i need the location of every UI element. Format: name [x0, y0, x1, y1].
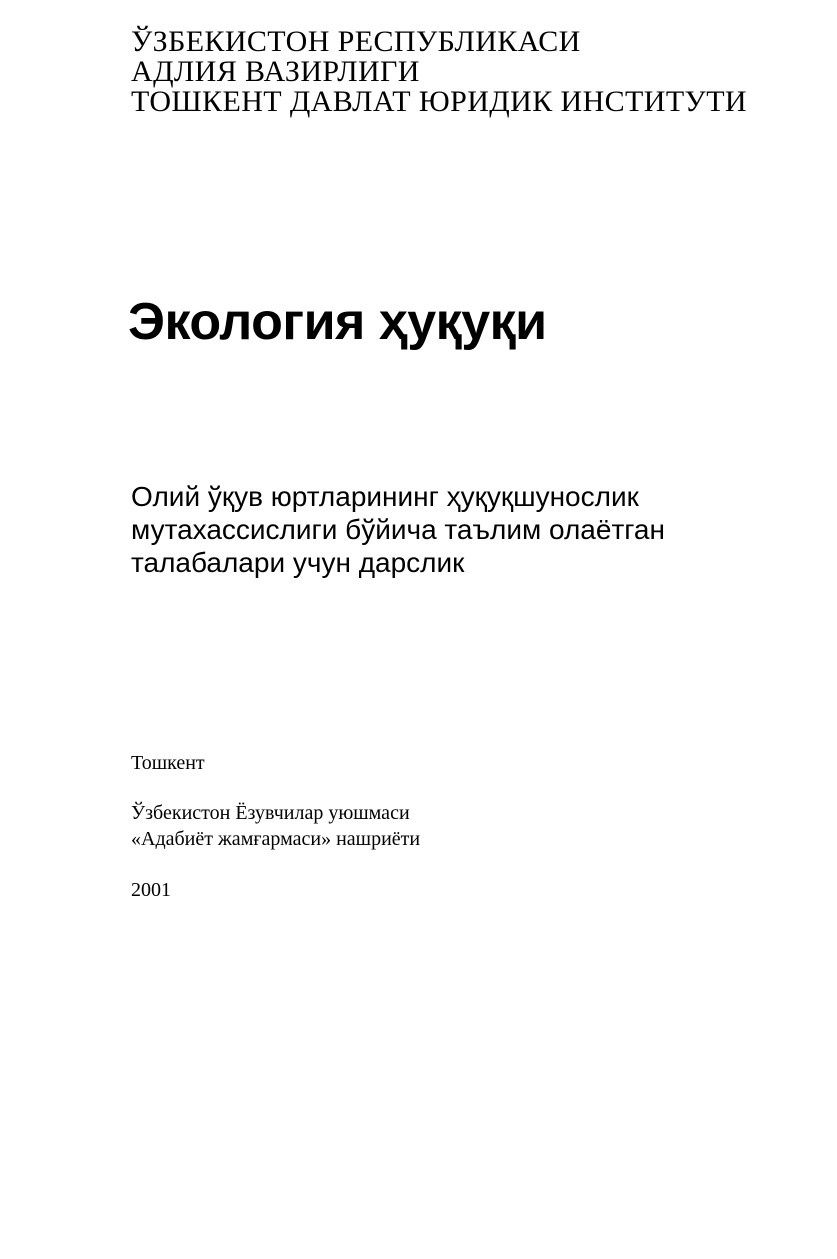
- header-line-ministry: АДЛИЯ ВАЗИРЛИГИ: [131, 55, 420, 88]
- book-subtitle: [131, 480, 665, 579]
- publisher-line-2: «Адабиёт жамғармаси» нашриёти: [131, 828, 421, 850]
- publisher-line-1: Ўзбекистон Ёзувчилар уюшмаси: [131, 802, 410, 824]
- subtitle-line-1: Олий ўқув юртларининг ҳуқуқшунослик: [131, 481, 639, 512]
- publication-year: 2001: [131, 879, 171, 901]
- header-line-republic: ЎЗБЕКИСТОН РЕСПУБЛИКАСИ: [131, 25, 581, 58]
- subtitle-line-3: талабалари учун дарслик: [131, 547, 465, 578]
- publisher-block: [131, 800, 420, 852]
- header-line-institute: ТОШКЕНТ ДАВЛАТ ЮРИДИК ИНСТИТУТИ: [131, 85, 747, 118]
- subtitle-line-2: мутахассислиги бўйича таълим олаётган: [131, 514, 665, 545]
- institution-header: [131, 27, 747, 117]
- publication-city: Тошкент: [131, 752, 205, 774]
- book-title: Экология ҳуқуқи: [128, 293, 547, 351]
